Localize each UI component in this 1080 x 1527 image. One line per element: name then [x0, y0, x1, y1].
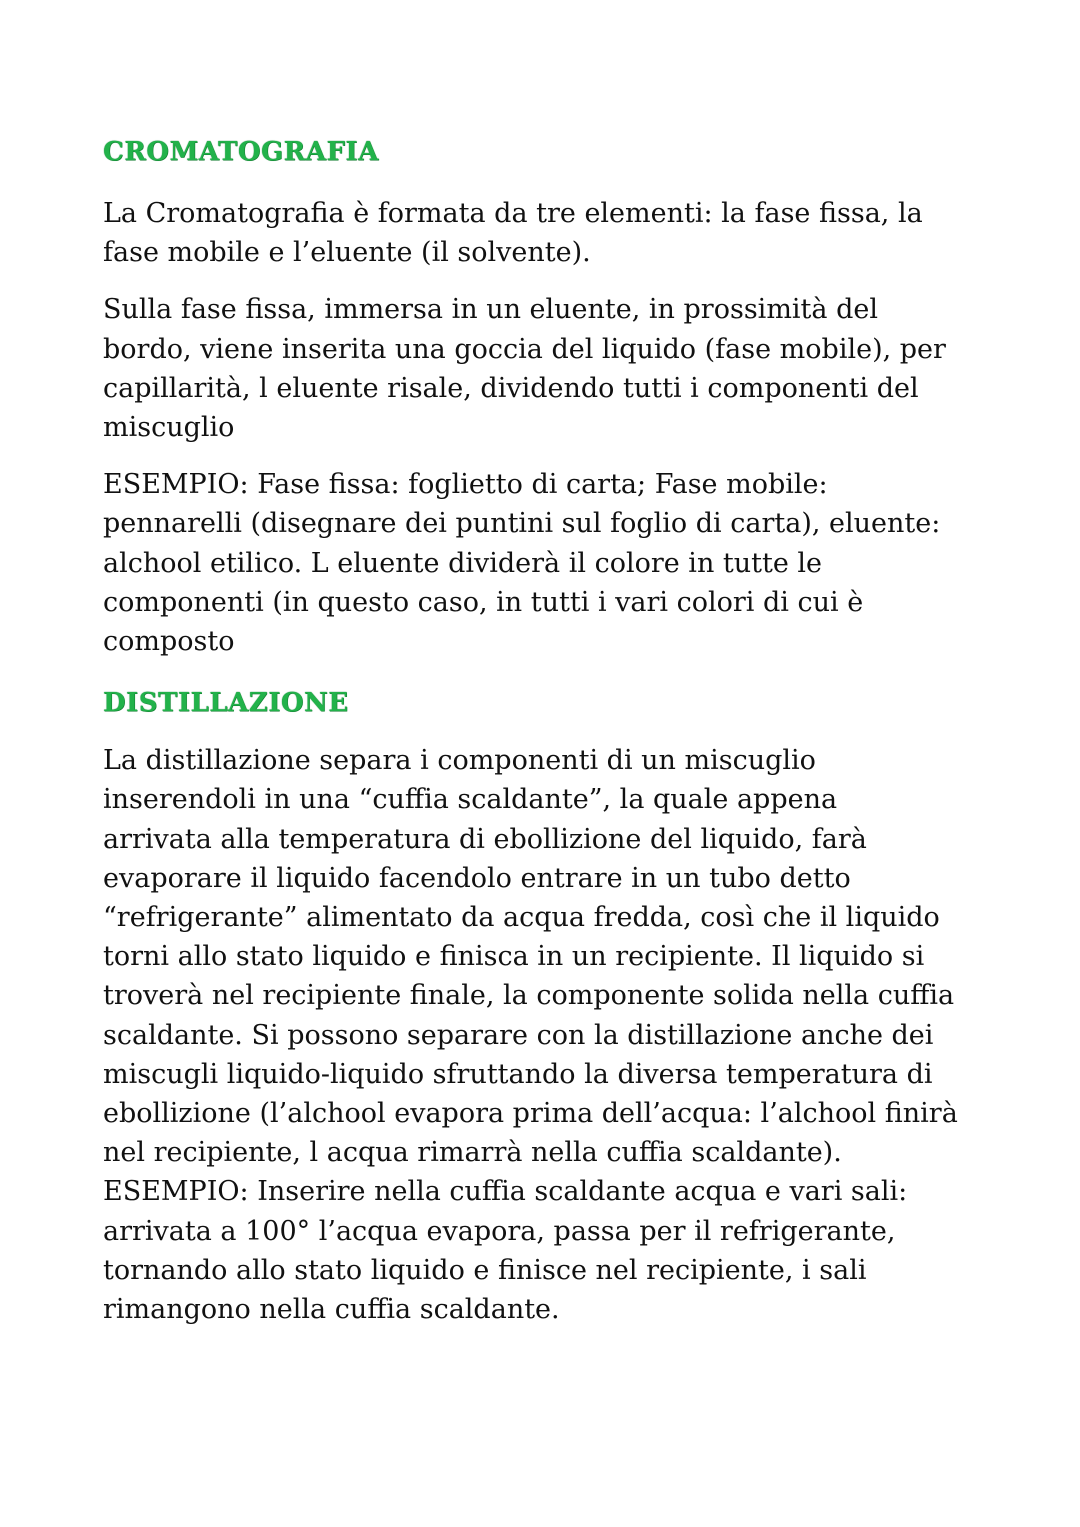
paragraph-cromatografia-intro — [103, 194, 1003, 272]
text-line: alchool etilico. L eluente dividerà il colore in tutte le — [103, 547, 823, 579]
text-line: bordo, viene inserita una goccia del liquido (fase mobile), per — [103, 333, 946, 365]
text-line: arrivata alla temperatura di ebollizione del liquido, farà — [103, 823, 867, 855]
text-line: ebollizione (l’alchool evapora prima dell’acqua: l’alchool finirà — [103, 1098, 958, 1130]
text-line: composto — [103, 626, 235, 658]
text-line: rimangono nella cuffia scaldante. — [103, 1294, 560, 1326]
text-line: nel recipiente, l acqua rimarrà nella cuffia scaldante). — [103, 1137, 842, 1169]
text-line: arrivata a 100° l’acqua evapora, passa per il refrigerante, — [103, 1215, 896, 1247]
text-line: La Cromatografia è formata da tre elementi: la fase fissa, la — [103, 198, 923, 229]
text-line: miscuglio — [103, 412, 235, 444]
text-line: componenti (in questo caso, in tutti i vari colori di cui è — [103, 586, 864, 618]
paragraph-cromatografia-procedure — [103, 290, 1003, 447]
text-line: La distillazione separa i componenti di un miscuglio — [103, 745, 816, 777]
text-line: miscugli liquido-liquido sfruttando la diversa temperatura di — [103, 1058, 933, 1090]
text-line: torni allo stato liquido e finisca in un recipiente. Il liquido si — [103, 941, 925, 973]
text-line: capillarità, l eluente risale, dividendo tutti i componenti del — [103, 372, 919, 404]
text-line: scaldante. Si possono separare con la distillazione anche dei — [103, 1019, 934, 1051]
heading-distillazione: DISTILLAZIONE — [103, 688, 349, 719]
text-line: fase mobile e l’eluente (il solvente). — [103, 237, 591, 269]
paragraph-cromatografia-example — [103, 465, 1003, 661]
document-page — [103, 132, 1003, 1329]
text-line: Sulla fase fissa, immersa in un eluente, in prossimità del — [103, 294, 878, 326]
text-line: pennarelli (disegnare dei puntini sul foglio di carta), eluente: — [103, 508, 941, 540]
text-line: ESEMPIO: Fase fissa: foglietto di carta; Fase mobile: — [103, 469, 828, 501]
text-line: troverà nel recipiente finale, la componente solida nella cuffia — [103, 980, 955, 1012]
text-line: “refrigerante” alimentato da acqua fredda, così che il liquido — [103, 902, 940, 934]
text-line: ESEMPIO: Inserire nella cuffia scaldante acqua e vari sali: — [103, 1176, 908, 1208]
text-line: inserendoli in una “cuffia scaldante”, la quale appena — [103, 784, 838, 816]
paragraph-distillazione — [103, 741, 1003, 1329]
heading-cromatografia: CROMATOGRAFIA — [103, 137, 379, 167]
text-line: evaporare il liquido facendolo entrare in un tubo detto — [103, 862, 851, 894]
text-line: tornando allo stato liquido e finisce nel recipiente, i sali — [103, 1254, 867, 1286]
